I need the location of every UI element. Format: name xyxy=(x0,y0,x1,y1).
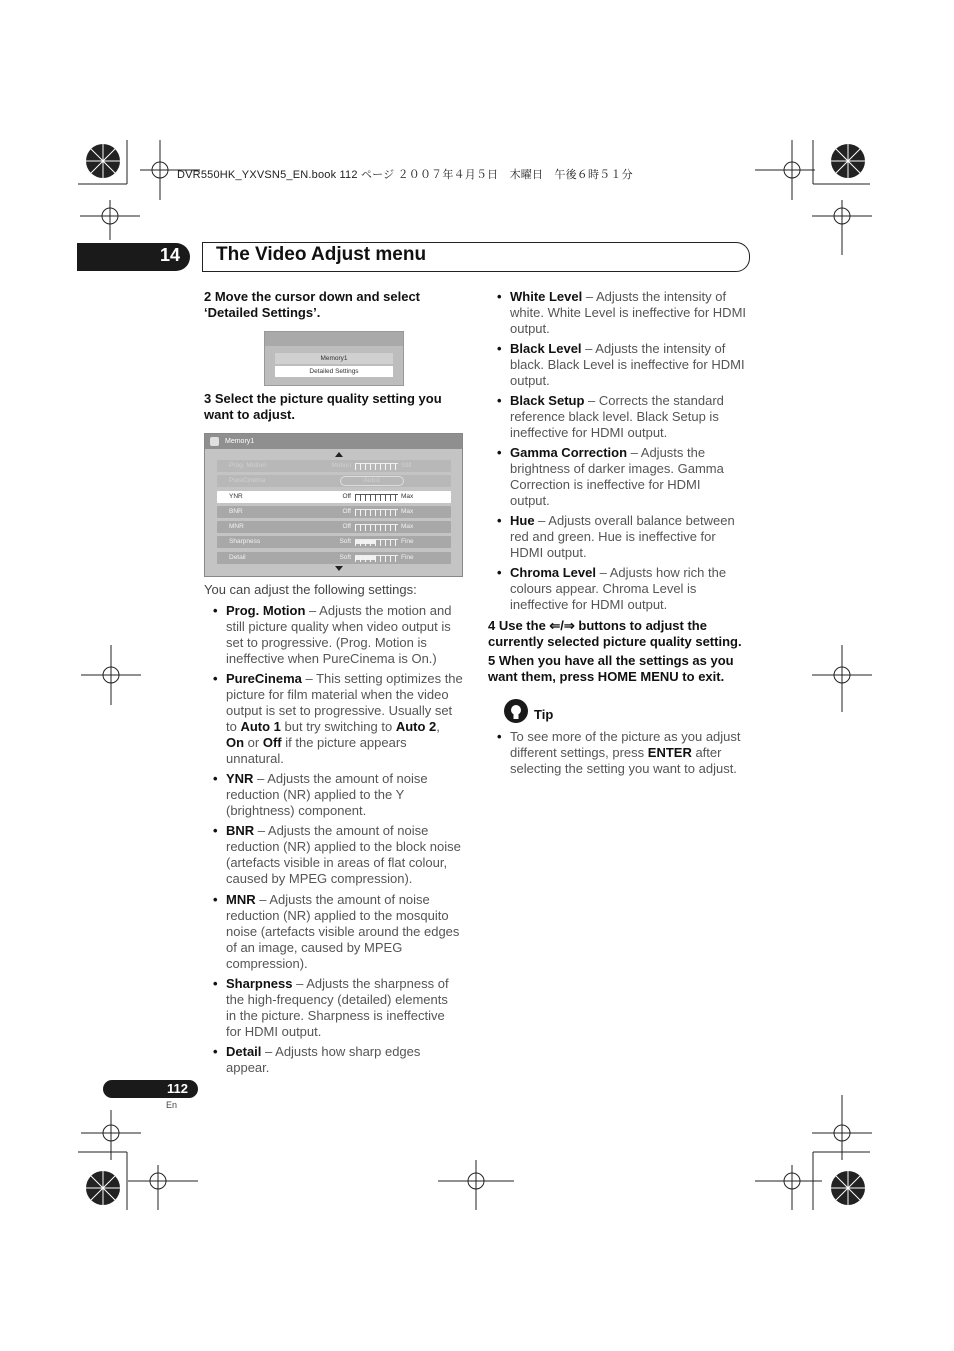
tip-lightbulb-icon xyxy=(502,698,530,726)
step-4: 4 Use the ⇐/⇒ buttons to adjust the currently selected picture quality setting. xyxy=(488,618,742,649)
bullet-purecinema: • PureCinema – This setting optimizes the picture for film material when the video output is set to progressive. Usually set to Auto 1 but try switching to Auto 2, On or Off if the picture appears unnatural. xyxy=(213,671,463,766)
bullet-ynr: • YNR – Adjusts the amount of noise reduction (NR) applied to the Y (brightness) component. xyxy=(213,771,428,818)
setting-row-sharpness[interactable]: Sharpness Soft Fine xyxy=(217,536,451,548)
bullet-prog-motion: • Prog. Motion – Adjusts the motion and still picture quality when video output is set to progressive. (Prog. Motion is ineffective when PureCinema is On.) xyxy=(213,603,452,666)
step-5: 5 When you have all the settings as you want them, press HOME MENU to exit. xyxy=(488,653,734,684)
bullet-hue: • Hue – Adjusts overall balance between red and green. Hue is ineffective for HDMI output. xyxy=(497,513,735,560)
chapter-number: 14 xyxy=(159,245,181,265)
intro-text: You can adjust the following settings: xyxy=(204,582,417,597)
sharpness-slider[interactable] xyxy=(355,539,398,546)
osd-memory-menu xyxy=(264,331,404,386)
osd-title-bar: Memory1 xyxy=(205,434,462,449)
setting-row-mnr[interactable]: MNR Off Max xyxy=(217,521,451,533)
scroll-down-arrow-icon[interactable] xyxy=(335,566,343,571)
setting-row-prog-motion[interactable]: Prog. Motion Motion Still xyxy=(217,460,451,472)
detail-slider[interactable] xyxy=(355,555,398,562)
file-header: DVR550HK_YXVSN5_EN.book 112 ページ ２００７年４月５日 木曜日 午後６時５１分 xyxy=(177,169,633,181)
setting-row-ynr[interactable]: YNR Off Max xyxy=(217,491,451,503)
purecinema-value[interactable]: Auto1 xyxy=(340,476,404,486)
osd-detailed-settings xyxy=(204,433,463,577)
bullet-black-level: • Black Level – Adjusts the intensity of black. Black Level is ineffective for HDMI output. xyxy=(497,341,745,388)
osd-header xyxy=(265,332,403,346)
memory-icon xyxy=(210,437,219,446)
scroll-up-arrow-icon[interactable] xyxy=(335,452,343,457)
tip-bullet: • To see more of the picture as you adjust different settings, press ENTER after selecting the setting you want to adjust. xyxy=(497,729,741,776)
bullet-mnr: • MNR – Adjusts the amount of noise reduction (NR) applied to the mosquito noise (artefacts visible around the edges of an image, caused by MPEG compression). xyxy=(213,892,460,971)
bnr-slider[interactable] xyxy=(355,509,398,516)
page-number: 112 xyxy=(103,1080,198,1098)
bullet-gamma-correction: • Gamma Correction – Adjusts the brightness of darker images. Gamma Correction is ineffective for HDMI output. xyxy=(497,445,724,508)
setting-row-detail[interactable]: Detail Soft Fine xyxy=(217,552,451,564)
osd-item-detailed-settings[interactable]: Detailed Settings xyxy=(275,366,393,377)
setting-row-purecinema[interactable]: PureCinema Auto1 xyxy=(217,475,451,487)
setting-row-bnr[interactable]: BNR Off Max xyxy=(217,506,451,518)
bullet-detail: • Detail – Adjusts how sharp edges appear. xyxy=(213,1044,421,1075)
mnr-slider[interactable] xyxy=(355,524,398,531)
step-2: 2 Move the cursor down and select ‘Detailed Settings’. xyxy=(204,289,420,320)
bullet-bnr: • BNR – Adjusts the amount of noise reduction (NR) applied to the block noise (artefacts visible in areas of flat colour, caused by MPEG compression). xyxy=(213,823,461,886)
page-language: En xyxy=(166,1100,178,1110)
bullet-white-level: • White Level – Adjusts the intensity of white. White Level is ineffective for HDMI output. xyxy=(497,289,747,336)
prog-motion-slider[interactable] xyxy=(355,463,398,470)
osd-item-memory1[interactable]: Memory1 xyxy=(275,353,393,364)
bullet-chroma-level: • Chroma Level – Adjusts how rich the colours appear. Chroma Level is ineffective for HDMI output. xyxy=(497,565,727,612)
chapter-title: The Video Adjust menu xyxy=(216,244,427,265)
step-3: 3 Select the picture quality setting you want to adjust. xyxy=(204,391,442,422)
bullet-sharpness: • Sharpness – Adjusts the sharpness of the high-frequency (detailed) elements in the picture. Sharpness is ineffective for HDMI output. xyxy=(213,976,449,1039)
bullet-black-setup: • Black Setup – Corrects the standard reference black level. Black Setup is ineffective for HDMI output. xyxy=(497,393,724,440)
ynr-slider[interactable] xyxy=(355,494,398,501)
tip-title: Tip xyxy=(534,707,554,722)
